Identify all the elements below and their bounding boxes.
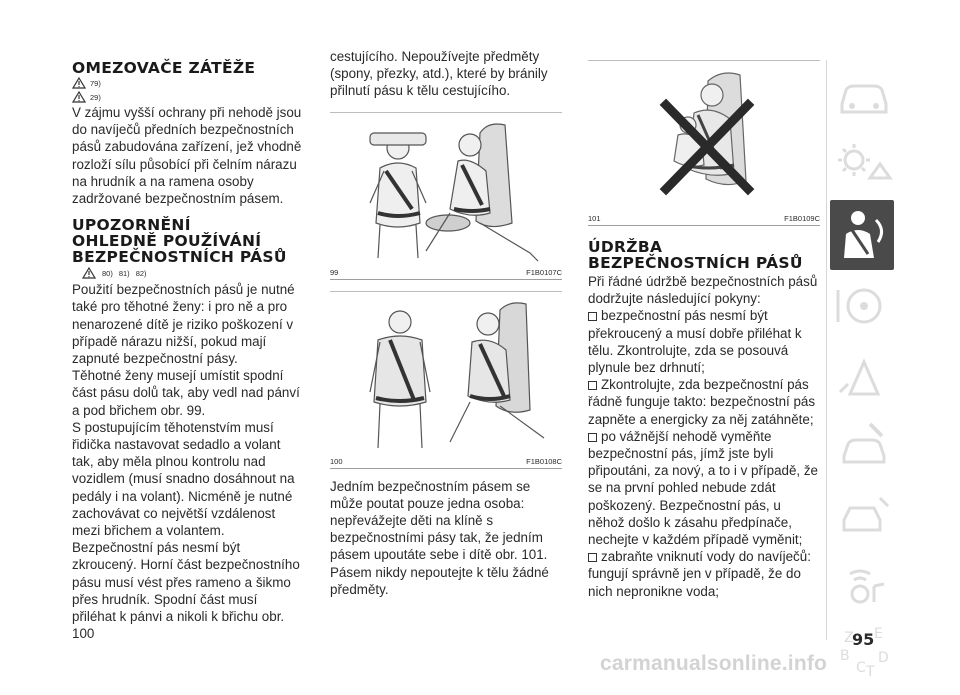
tab-vehicle-overview[interactable] <box>830 60 894 130</box>
heading-belt-warnings <box>72 217 304 265</box>
watermark: carmanualsonline.info <box>600 652 828 675</box>
bullet-square-icon <box>588 433 597 442</box>
paragraph-load-limiters: V zájmu vyšší ochrany při nehodě jsou do navíječů předních bezpečnostních pásů zabudována zařízení, jež vhodně rozloží sílu působící při čelním nárazu na hrudník a na ramena osoby zadržované bezpečnostním pásem. <box>72 105 302 207</box>
tab-multimedia[interactable] <box>830 550 894 620</box>
tab-maintenance[interactable] <box>830 410 894 480</box>
paragraph-maintenance-intro: Při řádné údržbě bezpečnostních pásů dodržujte následující pokyny: <box>588 274 818 307</box>
index-letter: D <box>878 650 889 666</box>
bullet-item <box>588 428 820 548</box>
paragraph-one-person: Jedním bezpečnostním pásem se může poutat pouze jedna osoba: nepřevážejte děti na klíně s bezpečnostními pásy tak, že jedním pásem upoutáte sebe i dítě obr. 101. <box>330 478 548 563</box>
side-tabs-divider <box>826 60 827 640</box>
heading-line: BEZPEČNOSTNÍCH PÁSŮ <box>72 248 287 267</box>
tab-technical-data[interactable] <box>830 480 894 550</box>
heading-line: UPOZORNĚNÍ <box>72 216 191 235</box>
figure-code: F1B0107C <box>526 267 562 277</box>
figure-number: 101 <box>588 214 601 223</box>
figure-100 <box>330 291 562 470</box>
tab-safety[interactable] <box>830 200 894 270</box>
sun-warning-icon <box>830 130 894 200</box>
figure-code: F1B0108C <box>526 456 562 466</box>
paragraph-belt-routing: Bezpečnostní pás nesmí být zkroucený. Horní část bezpečnostního pásu musí vést přes rameno a šikmo přes hrudník. Spodní část musí přiléhat k pánvi a nikoli k břichu obr. 100 <box>72 540 300 642</box>
bullet-item <box>588 376 820 428</box>
bullet-text: bezpečnostní pás nesmí být překroucený a musí dobře přiléhat k tělu. Zkontrolujte, zda se posouvá plynule bez drhnutí; <box>588 308 802 376</box>
seatbelt-airbag-icon <box>830 200 894 270</box>
paragraph-pregnant: Použití bezpečnostních pásů je nutné také pro těhotné ženy: i pro ně a pro nenarozené dítě je riziko poškození v případě nárazu nižší, pokud mají zapnuté bezpečnostní pásy. <box>72 282 295 367</box>
warning-triangle-icon <box>72 77 86 89</box>
figure-number: 100 <box>330 456 343 466</box>
warning-ref-text: 81) <box>118 268 130 278</box>
bullet-square-icon <box>588 381 597 390</box>
chapter-tabs <box>830 60 894 690</box>
caution-triangle-icon <box>72 91 86 103</box>
index-letter: B <box>840 648 850 664</box>
paragraph-continued: cestujícího. Nepoužívejte předměty (spony, přezky, atd.), které by bránily přilnutí pásu k tělu cestujícího. <box>330 49 548 99</box>
tab-starting-driving[interactable] <box>830 270 894 340</box>
seatbelt-routing-illustration <box>330 292 562 452</box>
child-on-lap-prohibited-illustration <box>588 61 820 209</box>
warning-ref-79 <box>72 76 304 90</box>
page-number: 95 <box>852 630 875 649</box>
tab-emergency[interactable] <box>830 340 894 410</box>
paragraph-pregnant-driving: S postupujícím těhotenstvím musí řidička nastavovat sedadlo a volant tak, aby měla plnou kontrolu nad vozidlem (musí snadno dosáhnout na pedály i na volant). Nicméně je nutné zachovávat co největší vzdálenost mezi břichem a volantem. <box>72 419 295 539</box>
pregnant-woman-seatbelt-illustration <box>330 113 562 263</box>
bullet-square-icon <box>588 553 597 562</box>
bullet-text: Zkontrolujte, zda bezpečnostní pás řádně funguje takto: bezpečnostní pás zapněte a energicky za něj zatáhněte; <box>588 377 816 427</box>
heading-line: ÚDRŽBA <box>588 238 663 256</box>
car-specs-icon <box>830 480 894 550</box>
warning-ref-text: 79) <box>90 78 101 88</box>
bullet-square-icon <box>588 312 597 321</box>
car-icon <box>830 60 894 130</box>
index-letter: E <box>874 626 883 642</box>
bullet-text: zabraňte vniknutí vody do navíječů: fungují správně jen v případě, že do nich nepronikne voda; <box>588 549 811 599</box>
index-letter: Z <box>844 630 854 646</box>
figure-number: 99 <box>330 267 339 277</box>
figure-99 <box>330 112 562 281</box>
wrench-car-icon <box>830 410 894 480</box>
warning-ref-29 <box>72 90 304 104</box>
index-letter: T <box>866 664 875 680</box>
index-letter: C <box>856 660 866 676</box>
figure-caption <box>330 457 562 469</box>
heading-load-limiters: OMEZOVAČE ZÁTĚŽE <box>72 59 256 77</box>
warning-triangle-icon <box>82 267 96 279</box>
figure-caption <box>330 268 562 280</box>
multimedia-icon <box>830 550 894 620</box>
bullet-item <box>588 548 820 600</box>
heading-line: BEZPEČNOSTNÍCH PÁSŮ <box>588 254 803 272</box>
column-left <box>72 48 304 642</box>
bullet-item <box>588 307 820 376</box>
heading-belt-maintenance <box>588 239 820 271</box>
heading-line: OHLEDNĚ POUŽÍVÁNÍ <box>72 232 262 251</box>
figure-code: F1B0109C <box>784 214 820 223</box>
figure-101 <box>588 60 820 223</box>
warning-ref-text: 82) <box>135 268 147 278</box>
emergency-triangle-icon <box>830 340 894 410</box>
warning-ref-text: 80) <box>102 268 113 278</box>
column-right <box>588 60 820 600</box>
tab-dashboard-lights[interactable] <box>830 130 894 200</box>
paragraph-no-objects: Pásem nikdy nepoutejte k tělu žádné předměty. <box>330 564 549 597</box>
warning-refs-row <box>82 266 304 280</box>
warning-ref-text: 29) <box>90 92 101 102</box>
steering-wheel-icon <box>830 270 894 340</box>
bullet-text: po vážnější nehodě vyměňte bezpečnostní pás, jímž jste byli připoutáni, za nový, a to i v případě, že se na první pohled nebude zdát poškozený. Bezpečnostní pás, u něhož došlo k zásahu předpínače, nechejte v každém případě vyměnit; <box>588 428 819 548</box>
figure-caption <box>588 214 820 226</box>
paragraph-pregnant-position: Těhotné ženy musejí umístit spodní část pásu dolů tak, aby vedl nad pánví a pod břichem obr. 99. <box>72 368 300 418</box>
column-middle <box>330 48 562 598</box>
